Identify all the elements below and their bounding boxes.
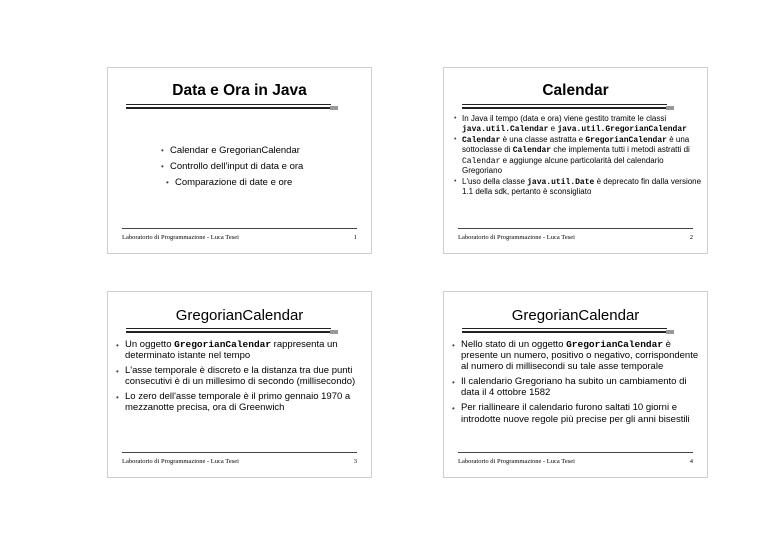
- bullet-icon: •: [452, 378, 455, 388]
- bullet-icon: •: [454, 115, 457, 122]
- title-rule: [126, 328, 331, 333]
- bullet-list: [161, 145, 303, 193]
- title-rule: [126, 104, 331, 109]
- title-rule: [462, 328, 667, 333]
- list-item: • L'asse temporale è discreto e la distanza tra due punti consecutivi è di un millesimo di secondo (millisecondo): [116, 365, 356, 388]
- slide-title: GregorianCalendar: [175, 307, 304, 324]
- list-item: • Calendar è una classe astratta e GregorianCalendar è una sottoclasse di Calendar che implementa tutti i metodi astratti di Calendar e aggiunge alcune particolarità del calendario Gregoriano: [454, 134, 690, 176]
- bullet-list: [454, 114, 704, 197]
- slide-1: [107, 67, 372, 254]
- list-item: • In Java il tempo (data e ora) viene gestito tramite le classi java.util.Calendar e java.util.GregorianCalendar: [454, 114, 687, 134]
- page-number: 1: [353, 234, 357, 241]
- bullet-icon: •: [161, 146, 164, 155]
- bullet-icon: •: [452, 404, 455, 414]
- bullet-icon: •: [161, 162, 164, 171]
- bullet-icon: •: [454, 135, 457, 143]
- list-item: • Un oggetto GregorianCalendar rappresenta un determinato istante nel tempo: [116, 339, 338, 362]
- slide-title: GregorianCalendar: [511, 307, 640, 324]
- bullet-icon: •: [116, 393, 119, 403]
- list-item: • Calendar e GregorianCalendar: [161, 145, 300, 156]
- footer-text: Laboratorio di Programmazione - Luca Tesei: [458, 234, 575, 241]
- slide-title: Calendar: [542, 82, 609, 99]
- list-item: • L'uso della classe java.util.Date è deprecato fin dalla versione 1.1 della sdk, pertanto è sconsigliato: [454, 176, 702, 197]
- footer-text: Laboratorio di Programmazione - Luca Tesei: [122, 458, 239, 465]
- list-item: • Il calendario Gregoriano ha subito un cambiamento di data il 4 ottobre 1582: [452, 376, 687, 399]
- footer-text: Laboratorio di Programmazione - Luca Tesei: [458, 458, 575, 465]
- list-item: • Per riallineare il calendario furono saltati 10 giorni e introdotte nuove regole più precise per gli anni bisestili: [452, 402, 690, 425]
- bullet-list: [116, 339, 371, 418]
- slide-4: [443, 291, 708, 478]
- slide-3: [107, 291, 372, 478]
- bullet-icon: •: [116, 367, 119, 377]
- bullet-icon: •: [166, 178, 169, 187]
- footer-text: Laboratorio di Programmazione - Luca Tesei: [122, 234, 239, 241]
- list-item: • Nello stato di un oggetto GregorianCalendar è presente un numero, positivo o negativo, corrispondente al numero di millisecondi su tale asse temporale: [452, 339, 699, 373]
- list-item: • Controllo dell'input di data e ora: [161, 161, 304, 172]
- bullet-icon: •: [116, 341, 119, 350]
- bullet-icon: •: [452, 341, 455, 350]
- title-rule: [462, 104, 667, 109]
- page-number: 2: [689, 234, 693, 241]
- list-item: • Comparazione di date e ore: [166, 177, 293, 188]
- page-number: 4: [689, 458, 693, 465]
- list-item: • Lo zero dell'asse temporale è il primo gennaio 1970 a mezzanotte precisa, ora di Greenwich: [116, 391, 351, 414]
- slide-title: Data e Ora in Java: [172, 82, 307, 99]
- page-number: 3: [353, 458, 357, 465]
- bullet-list: [452, 339, 707, 429]
- bullet-icon: •: [454, 177, 457, 185]
- slide-2: [443, 67, 708, 254]
